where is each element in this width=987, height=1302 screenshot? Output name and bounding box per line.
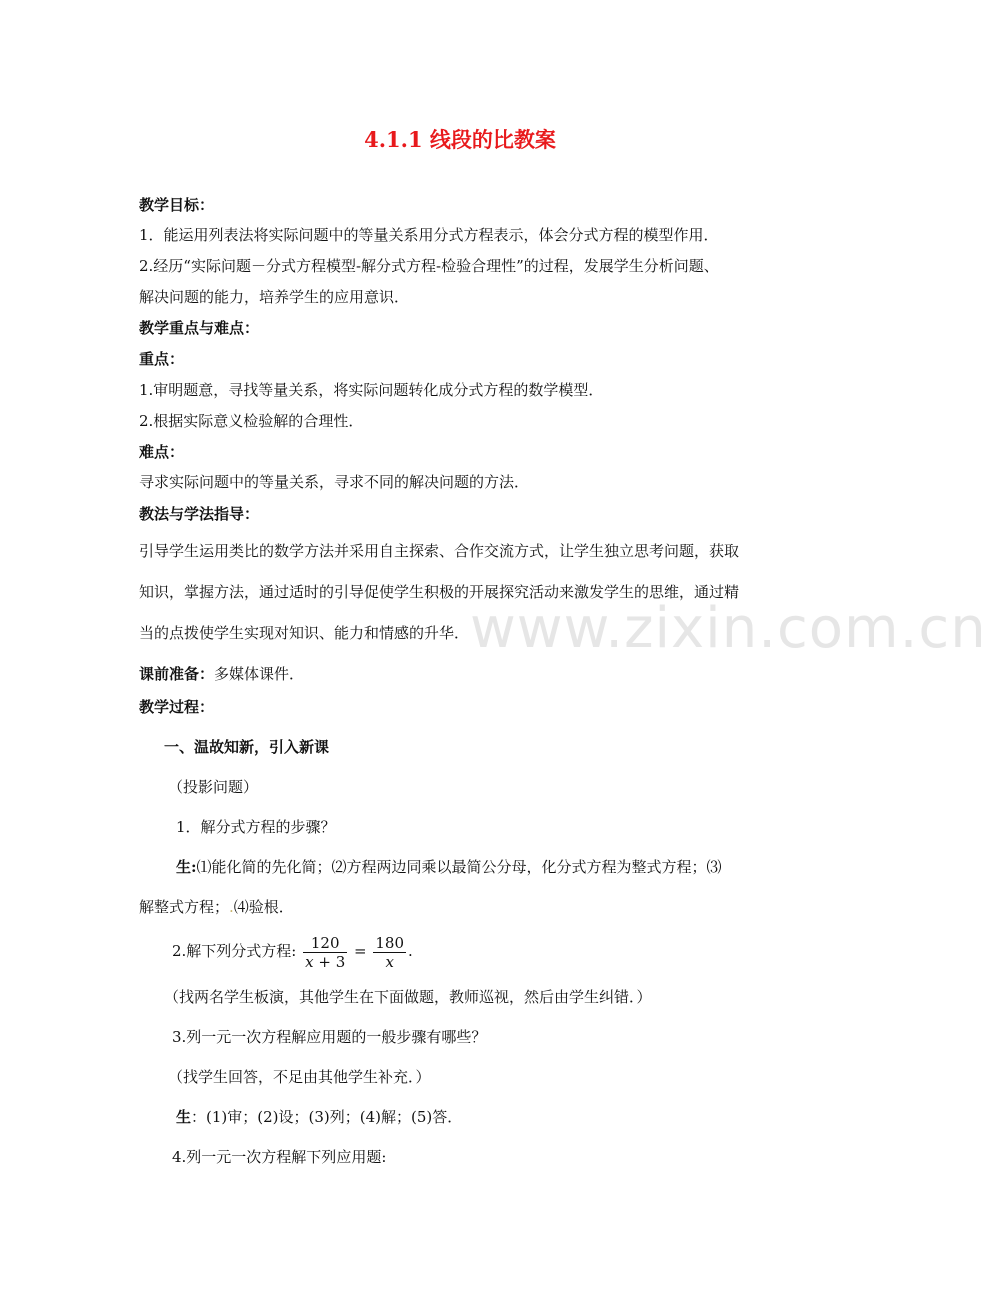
answer-2-text: ：(1)审；(2)设；(3)列；(4)解；(5)答． [191, 1108, 463, 1126]
difficulty-point-1: 寻求实际问题中的等量关系，寻求不同的解决问题的方法． [139, 473, 530, 491]
stray-dot: . [229, 898, 234, 916]
key-point-2: 2.根据实际意义检验解的合理性． [139, 412, 364, 430]
fraction-1-numerator: 120 [310, 933, 340, 952]
fraction-2-numerator: 180 [375, 933, 405, 952]
objective-2a: 2.经历“实际问题－分式方程模型-解分式方程-检验合理性”的过程，发展学生分析问题、 [139, 257, 719, 275]
question-2-note: （找两名学生板演，其他学生在下面做题，教师巡视，然后由学生纠错．） [164, 988, 652, 1006]
student-label-2: 生 [176, 1108, 192, 1126]
fraction-1 [303, 934, 347, 971]
question-3: 3.列一元一次方程解应用题的一般步骤有哪些？ [172, 1028, 487, 1046]
objective-2b: 解决问题的能力，培养学生的应用意识． [139, 288, 410, 306]
projection-note: （投影问题） [168, 778, 259, 796]
answer-2 [176, 1107, 462, 1127]
key-point-1: 1.审明题意，寻找等量关系，将实际问题转化成分式方程的数学模型． [139, 381, 604, 399]
prep-heading: 课前准备： [139, 665, 215, 683]
answer-1a-text: ⑴能化简的先化简；⑵方程两边同乘以最简公分母，化分式方程为整式方程；⑶ [196, 858, 722, 876]
student-label-1: 生: [176, 858, 197, 876]
prep-text: 多媒体课件． [214, 665, 305, 683]
difficulty-heading: 难点： [139, 443, 185, 461]
fraction-2-denominator: x [373, 952, 406, 971]
answer-1a [176, 857, 722, 877]
watermark: www.zixin.com.cn [470, 596, 987, 661]
question-1: 1．解分式方程的步骤？ [176, 818, 336, 836]
document-title: 4.1.1 线段的比教案 [364, 127, 556, 152]
question-2 [172, 932, 413, 971]
method-heading: 教法与学法指导： [139, 505, 260, 523]
equals-sign: = [349, 942, 372, 960]
key-heading: 重点： [139, 350, 185, 368]
fraction-2 [373, 934, 406, 971]
question-2-period: . [408, 942, 413, 960]
keypoints-heading: 教学重点与难点： [139, 319, 260, 337]
question-4: 4.列一元一次方程解下列应用题: [172, 1148, 387, 1166]
objective-1: 1．能运用列表法将实际问题中的等量关系用分式方程表示，体会分式方程的模型作用． [139, 226, 719, 244]
answer-1b-post: ⑷验根． [233, 898, 294, 916]
section-1-heading: 一、温故知新，引入新课 [164, 738, 330, 756]
process-heading: 教学过程： [139, 698, 215, 716]
method-line-1: 引导学生运用类比的数学方法并采用自主探索、合作交流方式，让学生独立思考问题，获取 [139, 542, 740, 560]
answer-1b [139, 897, 294, 917]
answer-1b-pre: 解整式方程； [139, 898, 230, 916]
question-3-note: （找学生回答，不足由其他学生补充．） [168, 1068, 431, 1086]
method-line-3: 当的点拨使学生实现对知识、能力和情感的升华． [139, 624, 470, 642]
question-2-text: 2.解下列分式方程: [172, 942, 297, 960]
objectives-heading: 教学目标： [139, 196, 215, 214]
fraction-1-denominator: x + 3 [305, 952, 346, 971]
method-line-2: 知识，掌握方法，通过适时的引导促使学生积极的开展探究活动来激发学生的思维，通过精 [139, 583, 740, 601]
prep-line [139, 664, 304, 684]
